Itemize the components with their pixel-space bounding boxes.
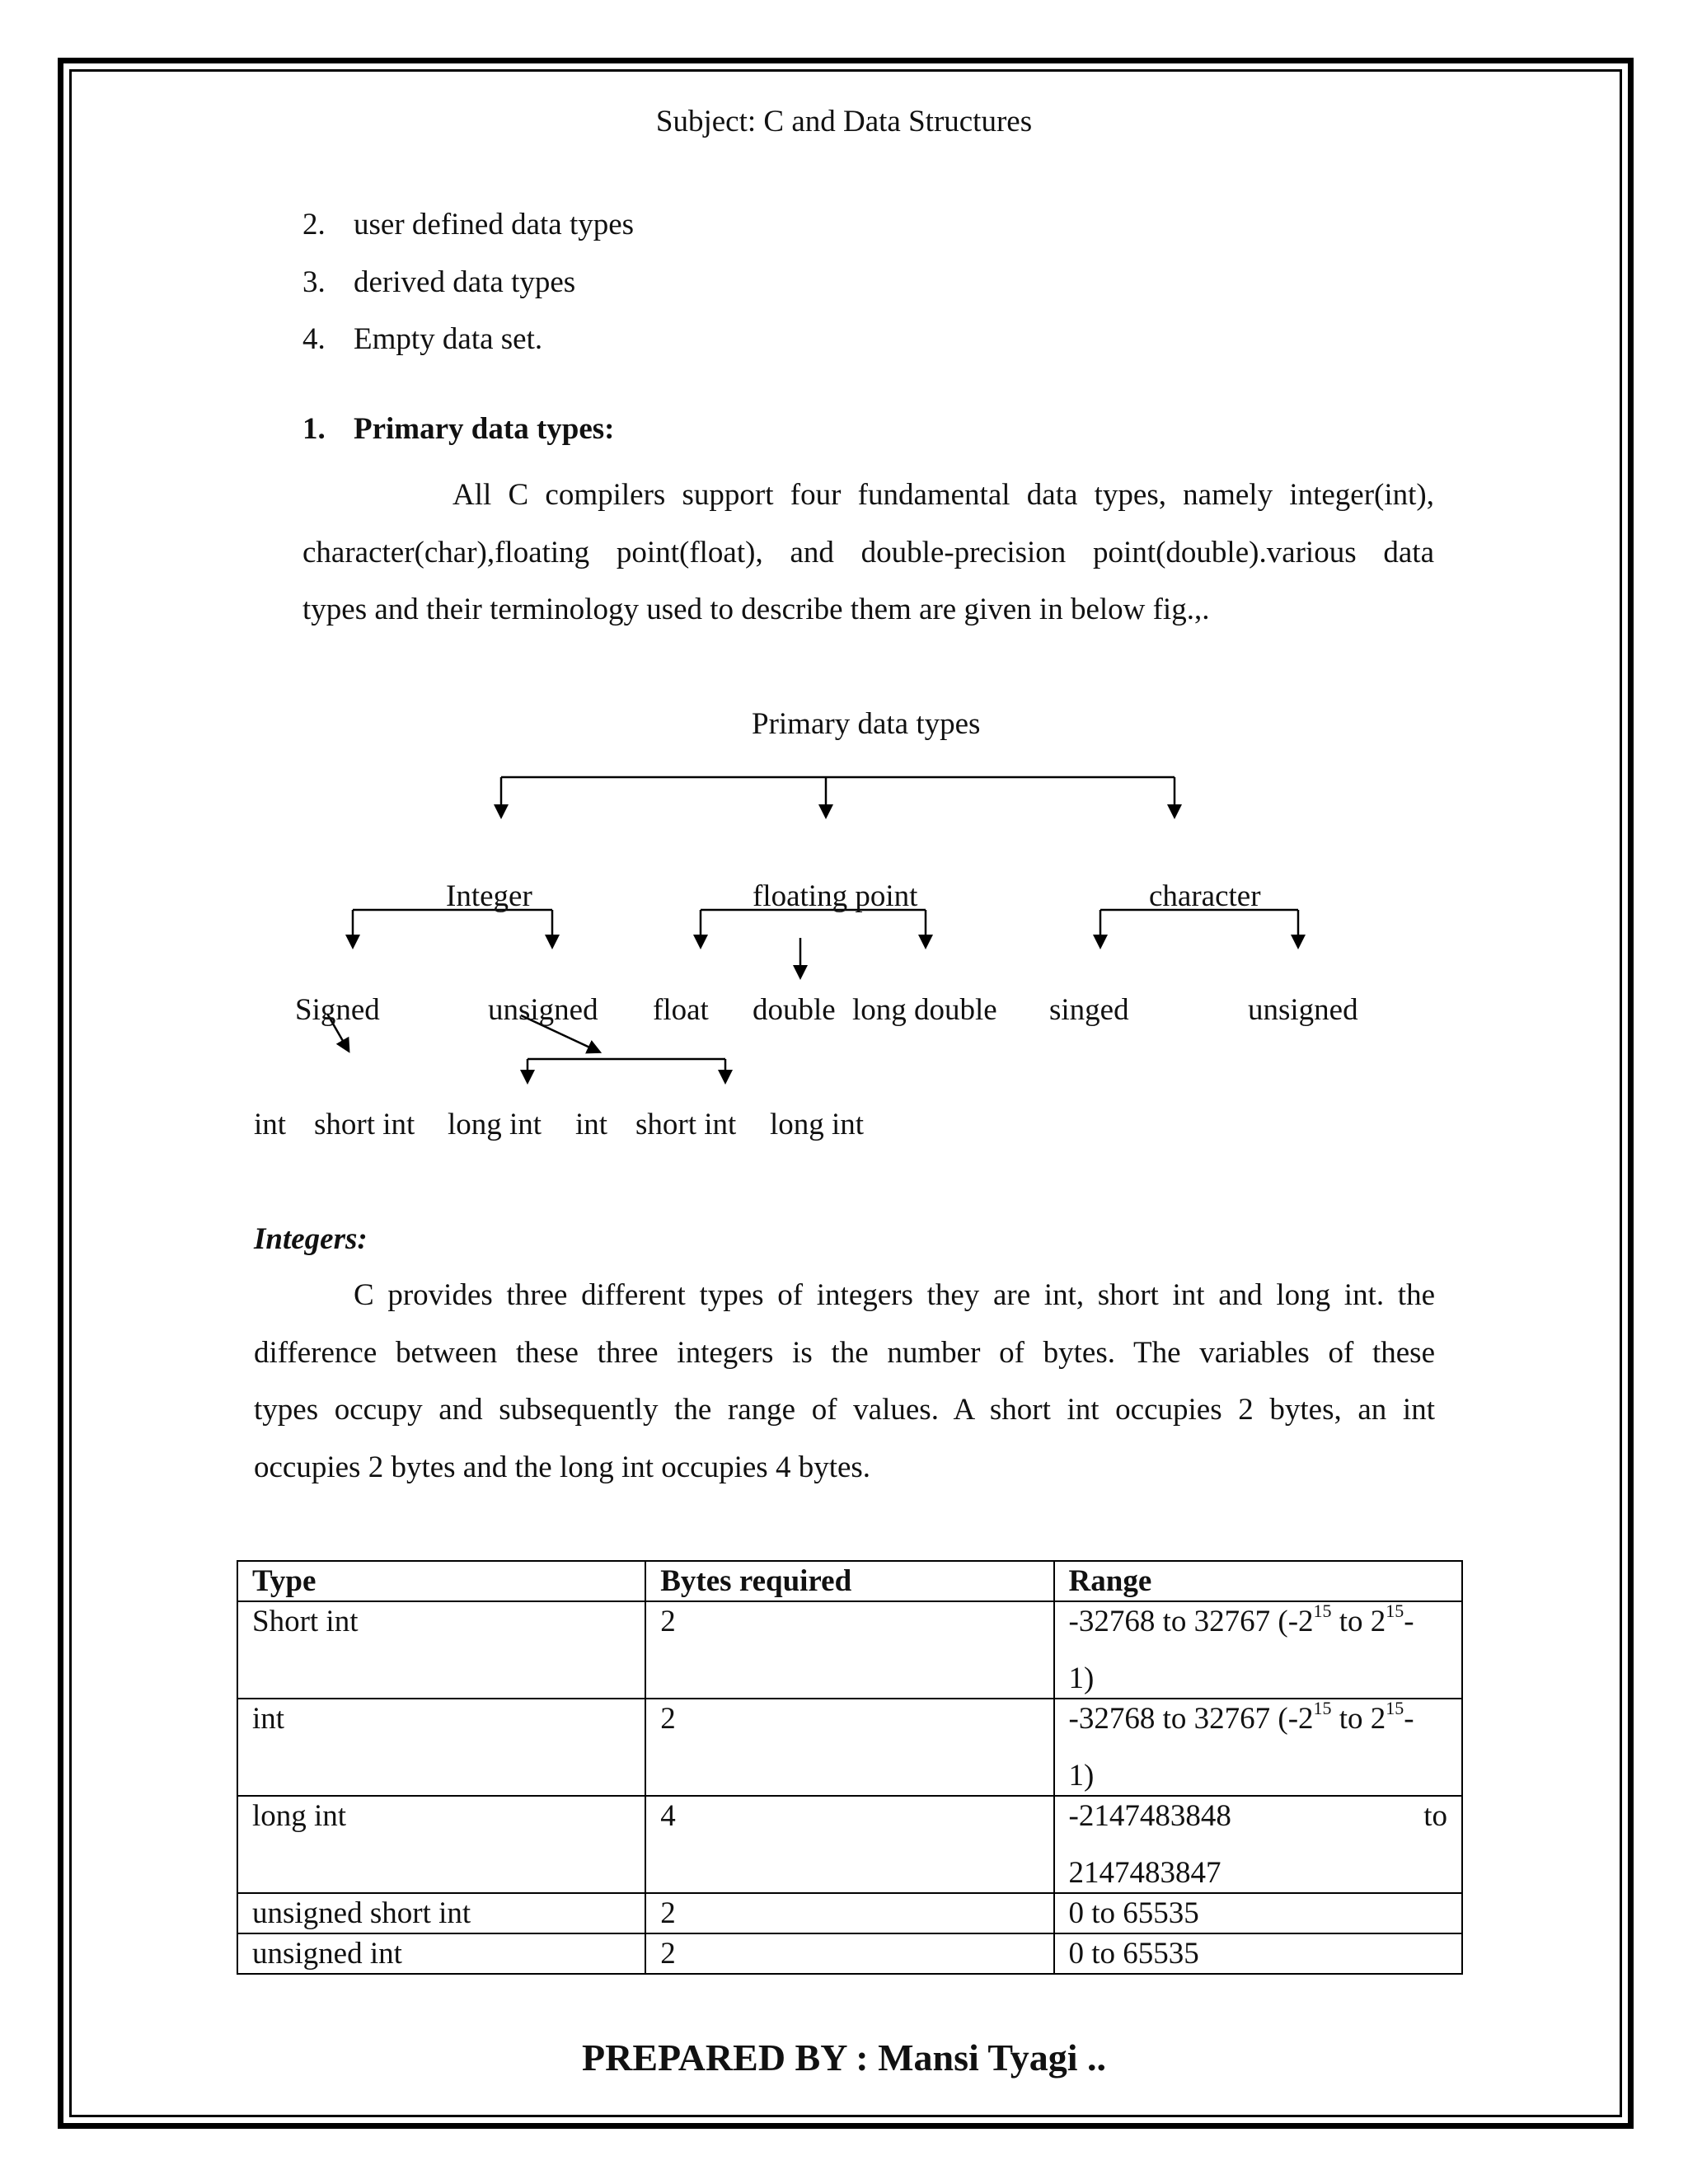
section-number: 1.: [302, 412, 326, 446]
table-row: [237, 1933, 1462, 1974]
diagram-unsigned-label: unsigned: [488, 993, 598, 1027]
table-header-row: [237, 1561, 1462, 1601]
range-text: 1): [1068, 1661, 1095, 1695]
integers-paragraph: [254, 1267, 1435, 1496]
table-row: [237, 1796, 1462, 1893]
table-row: [237, 1601, 1462, 1699]
table-header: Type: [237, 1561, 645, 1601]
table-cell-bytes: 2: [645, 1699, 1053, 1796]
range-text: to 2: [1331, 1605, 1386, 1638]
diagram-signed-label: Signed: [295, 993, 380, 1027]
range-text: 1): [1068, 1759, 1095, 1793]
diagram-char-unsigned-label: unsigned: [1248, 993, 1358, 1027]
list-number: 4.: [302, 322, 326, 356]
paragraph-line: types occupy and subsequently the range of values. A short int occupies 2 bytes, an int: [254, 1393, 1435, 1427]
table-cell-range: [1054, 1601, 1462, 1699]
integers-heading: Integers:: [254, 1222, 368, 1256]
diagram-int-type: long int: [448, 1108, 542, 1141]
table-cell-range: [1054, 1699, 1462, 1796]
table-row: [237, 1893, 1462, 1933]
diagram-character-label: character: [1149, 879, 1261, 913]
list-number: 2.: [302, 208, 326, 241]
table-cell-bytes: 2: [645, 1933, 1053, 1974]
range-exponent: 15: [1386, 1600, 1404, 1621]
paragraph-line: occupies 2 bytes and the long int occupies 4 bytes.: [254, 1450, 871, 1484]
list-number: 3.: [302, 265, 326, 299]
diagram-int-type: int: [254, 1108, 287, 1141]
list-text: Empty data set.: [354, 322, 543, 356]
diagram-root-label: Primary data types: [752, 707, 981, 741]
diagram-double-label: double: [753, 993, 836, 1027]
paragraph-line: difference between these three integers is the number of bytes. The variables of these: [254, 1335, 1435, 1370]
range-text: -: [1404, 1702, 1414, 1736]
page-footer: PREPARED BY : Mansi Tyagi ..: [582, 2036, 1106, 2079]
table-header: Bytes required: [645, 1561, 1053, 1601]
range-exponent: 15: [1313, 1697, 1332, 1718]
table-cell-bytes: 4: [645, 1796, 1053, 1893]
range-text: -32768 to 32767 (-2: [1068, 1605, 1314, 1638]
range-text: 2147483847: [1068, 1856, 1221, 1890]
diagram-int-type: short int: [314, 1108, 415, 1141]
range-text: -: [1404, 1605, 1414, 1638]
range-exponent: 15: [1386, 1697, 1404, 1718]
range-text: to 2: [1331, 1702, 1386, 1736]
table-cell-bytes: 2: [645, 1601, 1053, 1699]
table-cell-bytes: 2: [645, 1893, 1053, 1933]
table-row: [237, 1699, 1462, 1796]
table-cell-range: 0 to 65535: [1054, 1893, 1462, 1933]
diagram-int-type: int: [575, 1108, 608, 1141]
diagram-int-type: short int: [635, 1108, 737, 1141]
diagram-floating-point-label: floating point: [753, 879, 918, 913]
table-cell-type: unsigned int: [237, 1933, 645, 1974]
diagram-long-double-label: long double: [852, 993, 997, 1027]
list-text: derived data types: [354, 265, 576, 299]
range-exponent: 15: [1313, 1600, 1332, 1621]
integer-types-table: [237, 1560, 1463, 1975]
table-cell-range: 0 to 65535: [1054, 1933, 1462, 1974]
range-text: to: [1423, 1799, 1447, 1833]
table-header: Range: [1054, 1561, 1462, 1601]
diagram-integer-label: Integer: [446, 879, 532, 913]
section-title: Primary data types:: [354, 412, 615, 446]
paragraph-line: types and their terminology used to describe them are given in below fig.,.: [302, 593, 1210, 626]
page-header: Subject: C and Data Structures: [655, 105, 1033, 138]
range-text: -2147483848: [1068, 1799, 1231, 1833]
diagram-int-type: long int: [770, 1108, 865, 1141]
diagram-singed-label: singed: [1049, 993, 1129, 1027]
table-cell-range: [1054, 1796, 1462, 1893]
paragraph-line: C provides three different types of integers they are int, short int and long int. the: [354, 1278, 1435, 1312]
diagram-float-label: float: [653, 993, 709, 1027]
paragraph-line: character(char),floating point(float), and double-precision point(double).various data: [302, 535, 1434, 569]
paragraph-line: All C compilers support four fundamental data types, namely integer(int),: [452, 478, 1434, 512]
connector-lines: [327, 777, 1298, 1077]
table-cell-type: Short int: [237, 1601, 645, 1699]
list-text: user defined data types: [354, 208, 635, 241]
table-cell-type: long int: [237, 1796, 645, 1893]
table-cell-type: unsigned short int: [237, 1893, 645, 1933]
range-text: -32768 to 32767 (-2: [1068, 1702, 1314, 1736]
table-cell-type: int: [237, 1699, 645, 1796]
